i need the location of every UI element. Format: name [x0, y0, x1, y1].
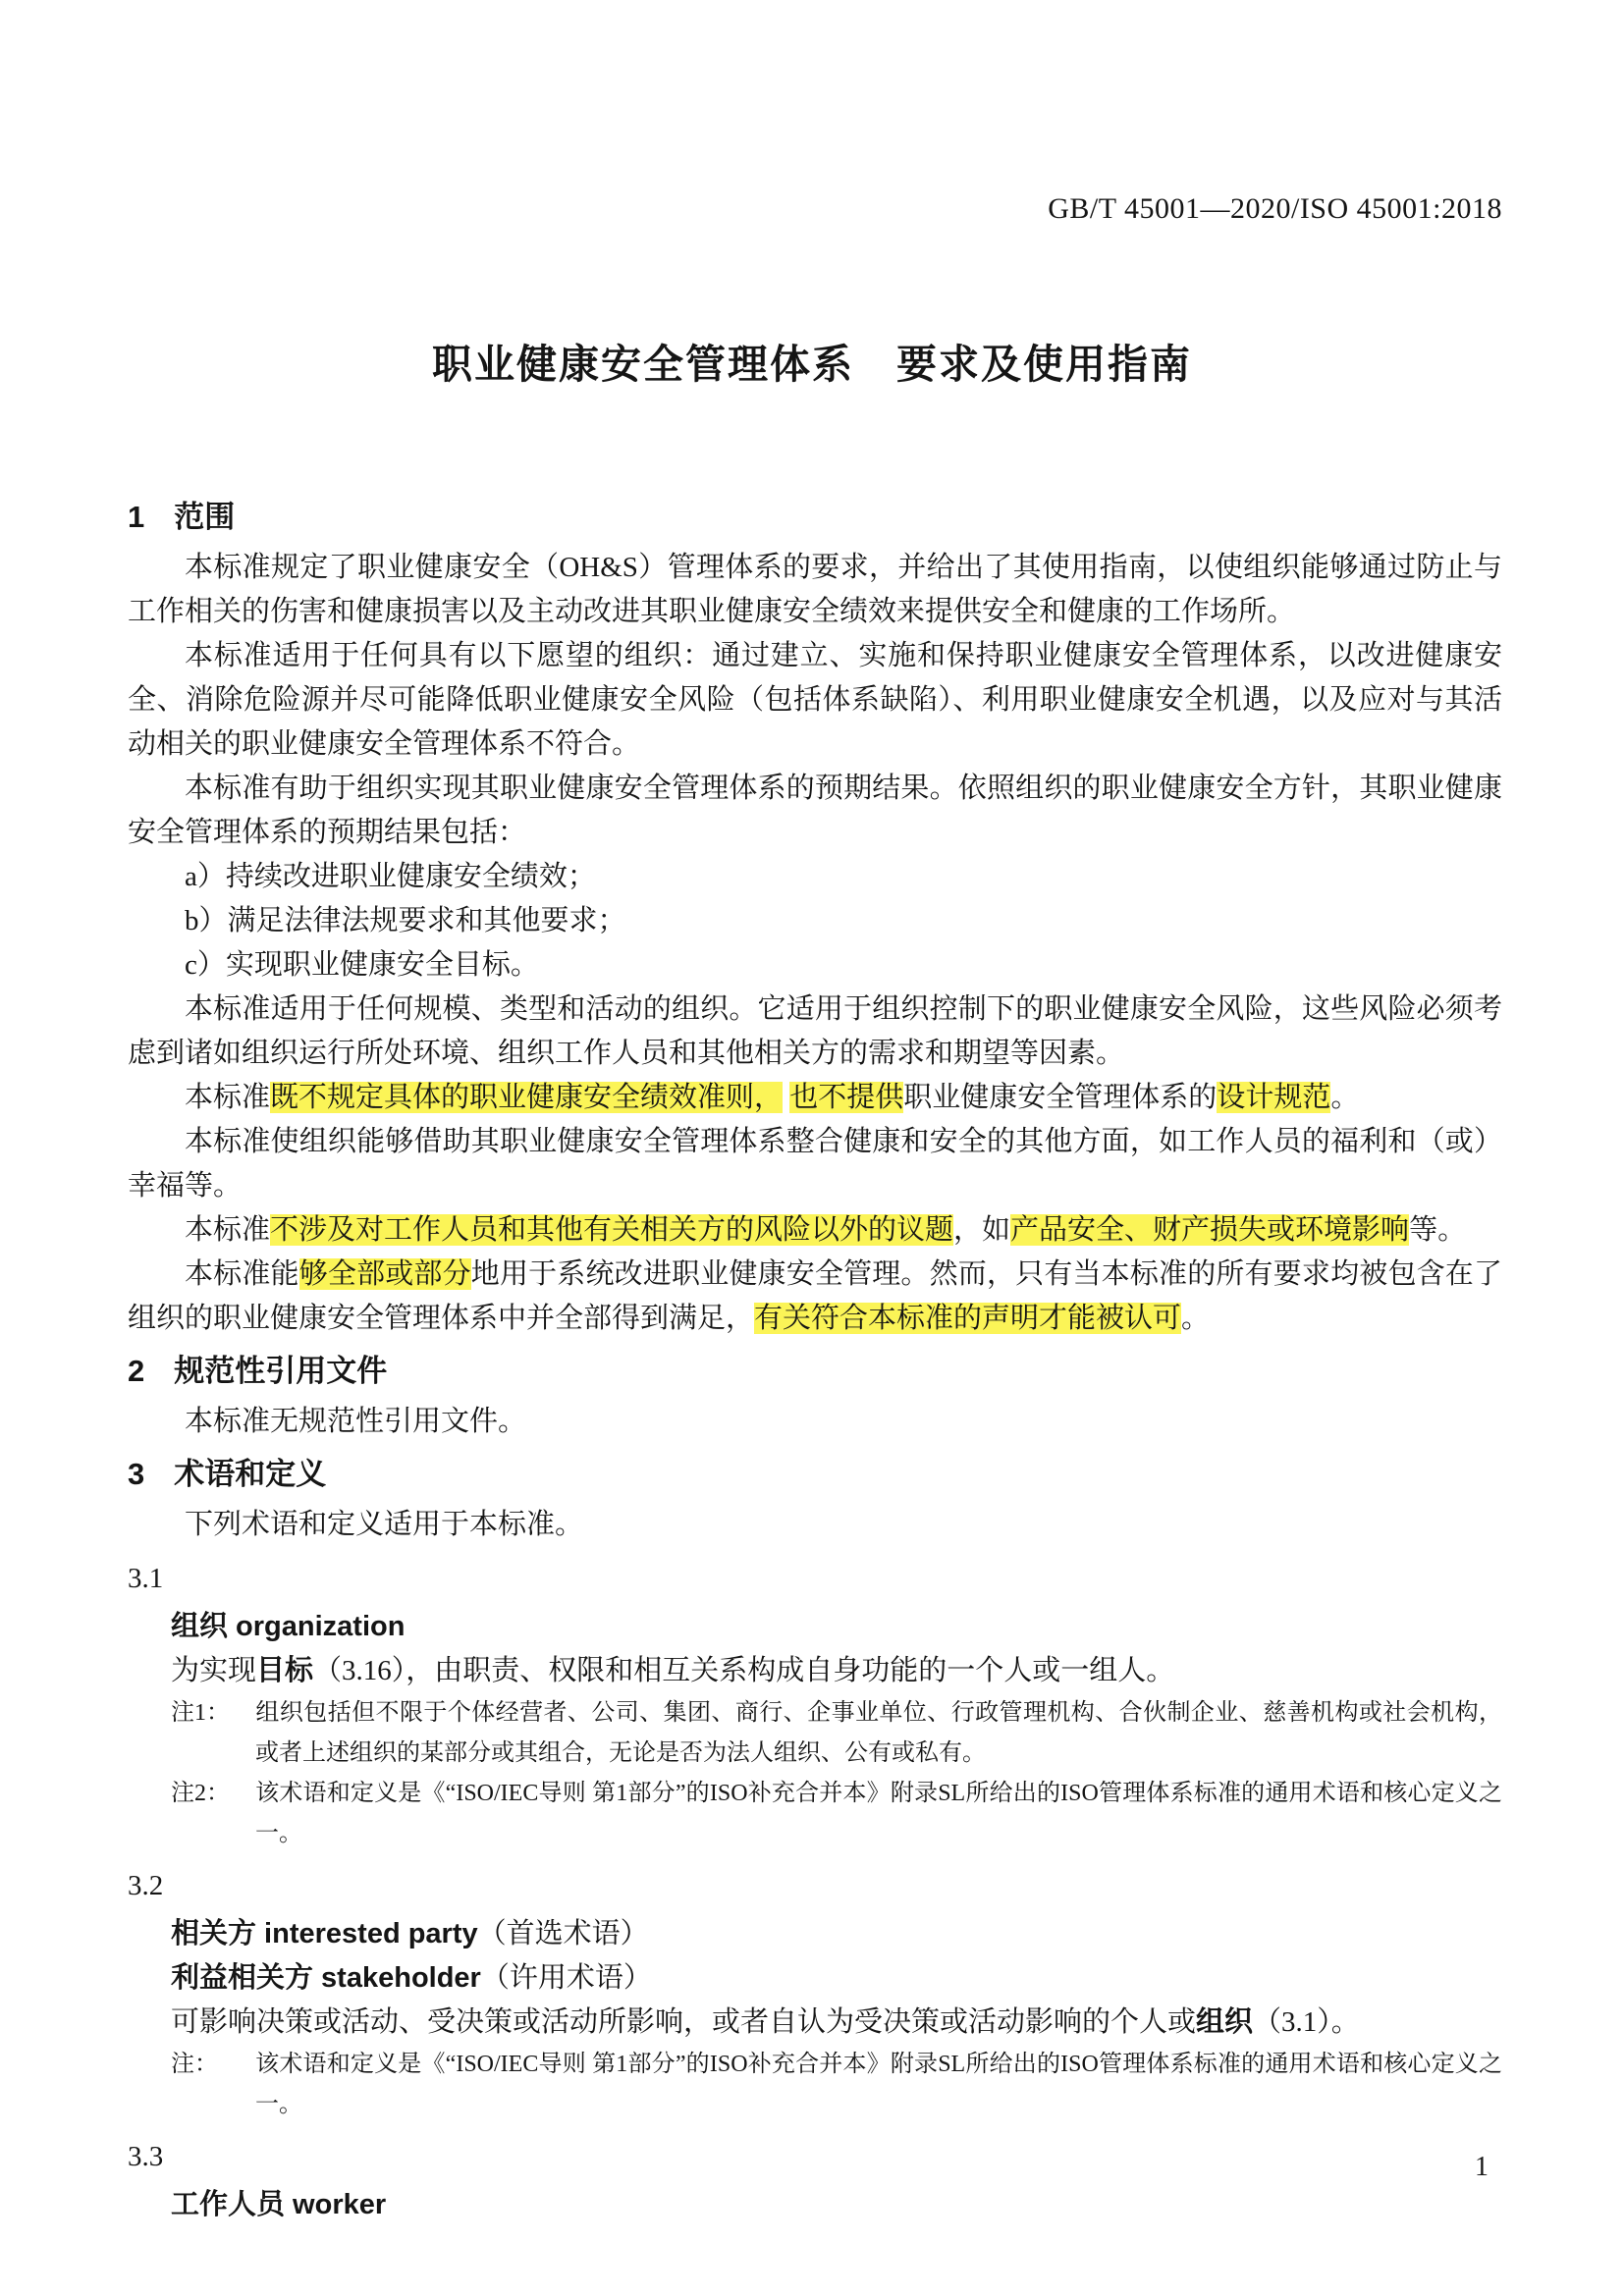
text-segment: 本标准使组织能够借助其职业健康安全管理体系整合健康和安全的其他方面，如工作人员的福利和（或）幸福等。 [128, 1126, 1502, 1201]
section-number: 3 [128, 1457, 145, 1491]
note-text: 该术语和定义是《“ISO/IEC导则 第1部分”的ISO补充合并本》附录SL所给出的ISO管理体系标准的通用术语和核心定义之一。 [255, 1781, 1502, 1846]
document-title: 职业健康安全管理体系 要求及使用指南 [432, 342, 1192, 387]
text-segment: 相关方 interested party [171, 1918, 478, 1949]
list-item [185, 855, 1502, 899]
term-name [171, 1956, 1502, 2001]
text-segment: 目标 [256, 1655, 314, 1686]
term-name [171, 2183, 1502, 2227]
text-segment: （3.1）。 [1253, 2006, 1360, 2038]
text-segment: 本标准 [185, 1214, 271, 1246]
term-definition [171, 2001, 1502, 2045]
text-segment: 职业健康安全管理体系的 [903, 1082, 1218, 1113]
paragraph [128, 1120, 1502, 1208]
highlighted-text: 有关符合本标准的声明才能被认可 [754, 1303, 1182, 1334]
term-number [128, 2135, 1502, 2179]
note [171, 1774, 1502, 1854]
text-segment: 地用于系统改进职业健康安全管理。然而，只有当本标准的所有要求均被包含在了组织的职业健康安全管理体系中并全部得到满足， [128, 1258, 1502, 1334]
text-segment: 组织 [1196, 2006, 1254, 2038]
text-segment: 本标准规定了职业健康安全（OH&S）管理体系的要求，并给出了其使用指南，以使组织能够通过防止与工作相关的伤害和健康损害以及主动改进其职业健康安全绩效来提供安全和健康的工作场所。 [128, 552, 1502, 627]
text-segment: 可影响决策或活动、受决策或活动所影响，或者自认为受决策或活动影响的个人或 [171, 2006, 1197, 2038]
document-code-header: GB/T 45001—2020/ISO 45001:2018 [1048, 192, 1502, 225]
paragraph [128, 1253, 1502, 1341]
list-item [185, 943, 1502, 988]
highlighted-text: 产品安全、财产损失或环境影响 [1010, 1214, 1410, 1246]
highlighted-text: 既不规定具体的职业健康安全绩效准则， [270, 1082, 784, 1113]
paragraph [128, 1503, 1502, 1547]
text-segment: 。 [1330, 1082, 1360, 1113]
note-label: 注1： [171, 1700, 230, 1726]
section-title: 术语和定义 [174, 1457, 327, 1491]
text-segment: 3.1 [128, 1563, 164, 1594]
text-segment: ，如 [953, 1214, 1011, 1246]
text-segment: （许用术语） [480, 1962, 652, 1994]
paragraph [128, 988, 1502, 1076]
highlighted-text: 不涉及对工作人员和其他有关相关方的风险以外的议题 [270, 1214, 954, 1246]
note-text: 该术语和定义是《“ISO/IEC导则 第1部分”的ISO补充合并本》附录SL所给出的ISO管理体系标准的通用术语和核心定义之一。 [255, 2052, 1502, 2117]
paragraph [128, 546, 1502, 634]
highlighted-text: 够全部或部分 [298, 1258, 471, 1290]
note [171, 2045, 1502, 2125]
section-heading [128, 1347, 1502, 1396]
note-text: 组织包括但不限于个体经营者、公司、集团、商行、企事业单位、行政管理机构、合伙制企业、慈善机构或社会机构，或者上述组织的某部分或其组合，无论是否为法人组织、公有或私有。 [255, 1700, 1502, 1766]
paragraph [128, 1400, 1502, 1444]
text-segment: 本标准 [185, 1082, 271, 1113]
text-segment: 工作人员 worker [171, 2189, 387, 2220]
term-number [128, 1557, 1502, 1601]
text-segment: 本标准有助于组织实现其职业健康安全管理体系的预期结果。依照组织的职业健康安全方针，其职业健康安全管理体系的预期结果包括： [128, 773, 1502, 848]
term-name [171, 1605, 1502, 1649]
text-segment: （3.16），由职责、权限和相互关系构成自身功能的一个人或一组人。 [313, 1655, 1175, 1686]
paragraph [128, 1208, 1502, 1253]
text-segment: a）持续改进职业健康安全绩效； [185, 861, 596, 892]
paragraph [128, 767, 1502, 855]
document-body [128, 487, 1502, 2227]
text-segment: 组织 organization [171, 1611, 406, 1642]
paragraph [128, 1076, 1502, 1120]
highlighted-text: 也不提供 [789, 1082, 904, 1113]
page-number: 1 [1475, 2152, 1489, 2182]
text-segment: 本标准适用于任何规模、类型和活动的组织。它适用于组织控制下的职业健康安全风险，这些风险必须考虑到诸如组织运行所处环境、组织工作人员和其他相关方的需求和期望等因素。 [128, 993, 1502, 1069]
term-name [171, 1912, 1502, 1956]
text-segment: c）实现职业健康安全目标。 [185, 949, 539, 981]
section-title: 范围 [174, 500, 236, 534]
section-number: 1 [128, 500, 145, 534]
highlighted-text: 设计规范 [1217, 1082, 1331, 1113]
term-definition [171, 1649, 1502, 1693]
text-segment: 本标准能 [185, 1258, 299, 1290]
text-segment: 为实现 [171, 1655, 257, 1686]
section-number: 2 [128, 1354, 145, 1388]
text-segment: b）满足法律法规要求和其他要求； [185, 905, 626, 936]
note-label: 注2： [171, 1781, 230, 1806]
section-title: 规范性引用文件 [174, 1354, 388, 1388]
note-label: 注： [171, 2052, 218, 2077]
text-segment: 本标准适用于任何具有以下愿望的组织：通过建立、实施和保持职业健康安全管理体系，以改进健康安全、消除危险源并尽可能降低职业健康安全风险（包括体系缺陷）、利用职业健康安全机遇，以及应对与其活动相关的职业健康安全管理体系不符合。 [128, 640, 1502, 760]
text-segment: 下列术语和定义适用于本标准。 [185, 1509, 584, 1540]
text-segment: 。 [1181, 1303, 1211, 1334]
note [171, 1693, 1502, 1774]
list-item [185, 899, 1502, 943]
section-heading [128, 493, 1502, 542]
text-segment: （首选术语） [477, 1918, 649, 1949]
text-segment: 3.2 [128, 1870, 164, 1901]
text-segment: 本标准无规范性引用文件。 [185, 1406, 527, 1437]
section-heading [128, 1450, 1502, 1499]
text-segment: 等。 [1409, 1214, 1467, 1246]
term-number [128, 1864, 1502, 1908]
text-segment: 3.3 [128, 2141, 164, 2172]
text-segment: 利益相关方 stakeholder [171, 1962, 481, 1994]
paragraph [128, 634, 1502, 767]
